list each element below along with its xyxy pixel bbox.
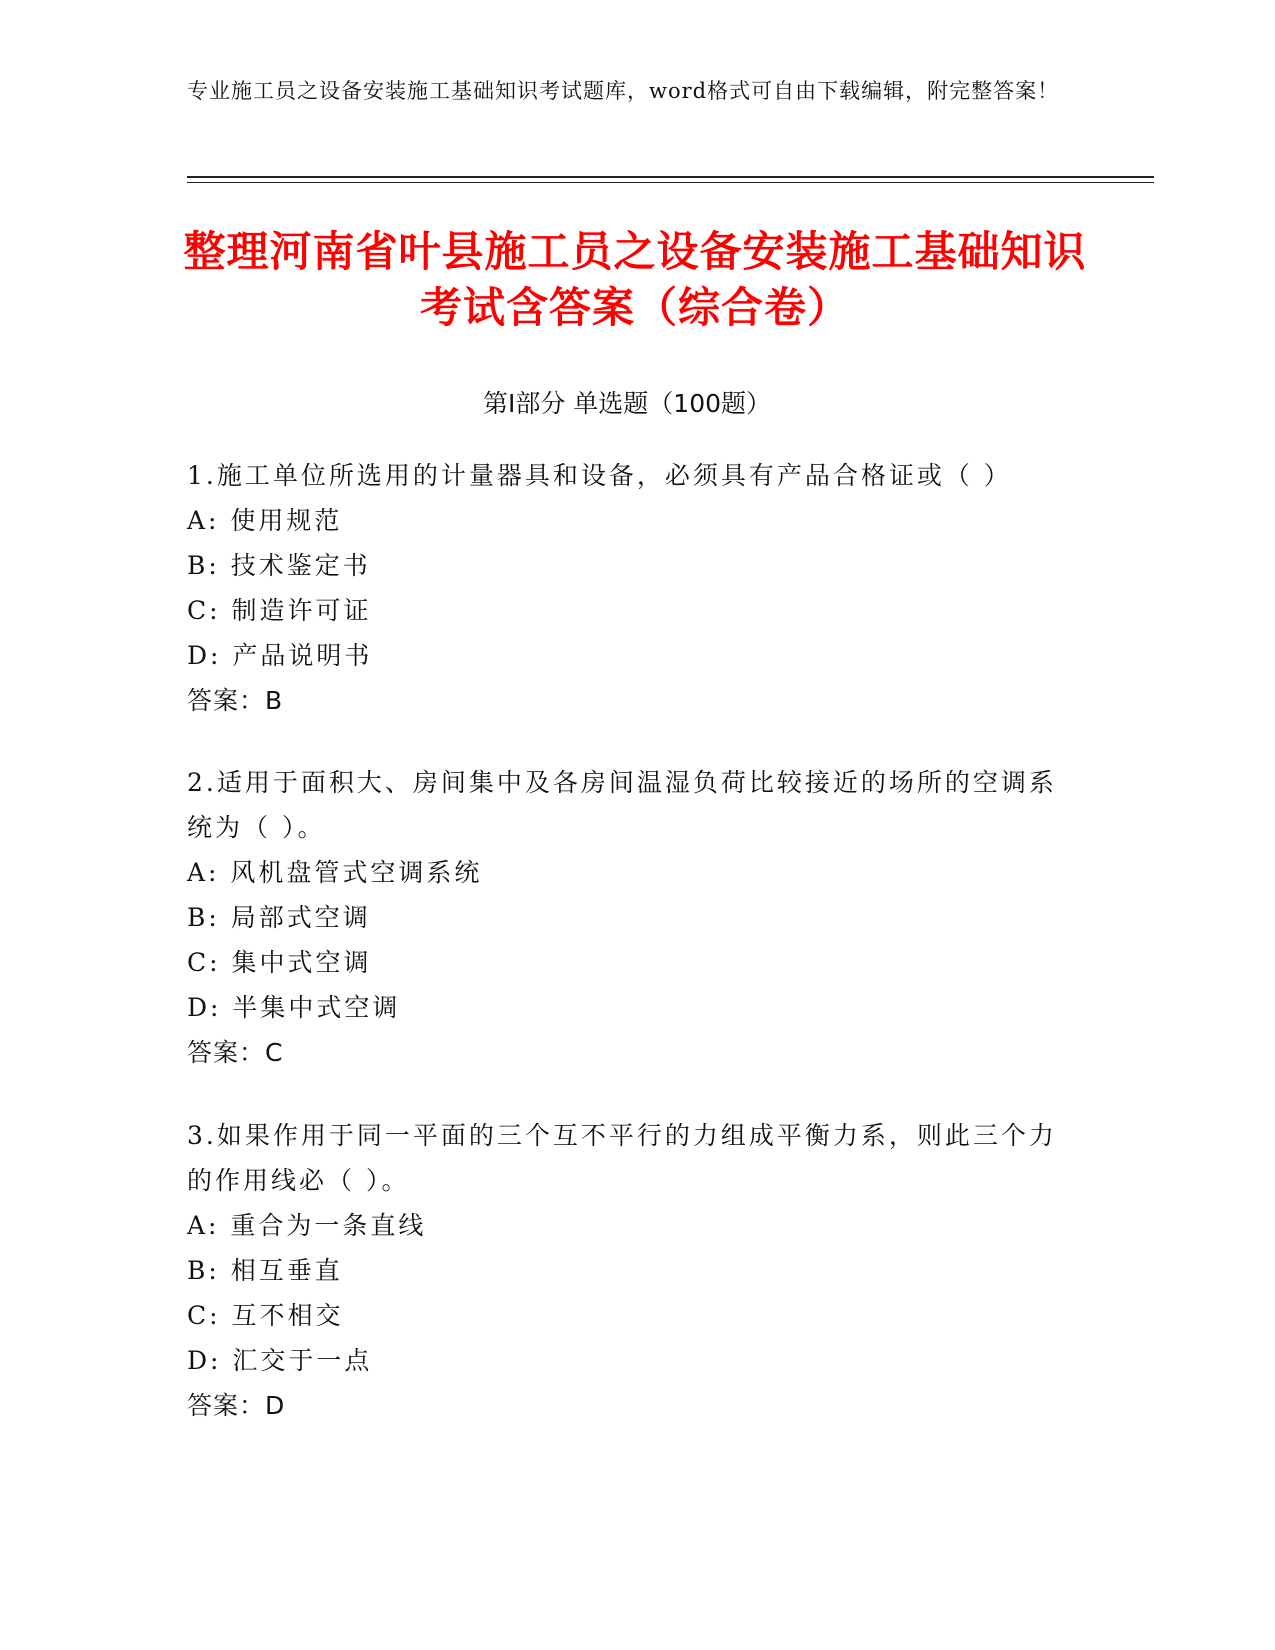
header-rule-thick [187,176,1154,178]
document-title: 整理河南省叶县施工员之设备安装施工基础知识考试含答案（综合卷） [183,227,1087,332]
option-a: A: 使用规范 [187,506,343,535]
option-d: D: 半集中式空调 [187,993,401,1022]
header-note: 专业施工员之设备安装施工基础知识考试题库，word格式可自由下载编辑，附完整答案！ [187,79,1060,103]
question-stem: 2.适用于面积大、房间集中及各房间温湿负荷比较接近的场所的空调系统为（ ）。 [187,768,1057,842]
option-a: A: 风机盘管式空调系统 [187,858,483,887]
answer-line: 答案：D [187,1391,286,1420]
option-b: B: 局部式空调 [187,903,371,932]
section-heading: 第Ⅰ部分 单选题（100题） [482,389,772,418]
option-a: A: 重合为一条直线 [187,1211,427,1240]
question-1 [187,453,1067,723]
option-c: C: 集中式空调 [187,948,372,977]
option-d: D: 产品说明书 [187,641,373,670]
question-stem: 3.如果作用于同一平面的三个互不平行的力组成平衡力系，则此三个力的作用线必（ ）。 [187,1121,1057,1195]
question-2 [187,760,1067,1075]
answer-line: 答案：B [187,686,284,715]
option-b: B: 相互垂直 [187,1256,343,1285]
option-b: B: 技术鉴定书 [187,551,371,580]
answer-line: 答案：C [187,1038,284,1067]
question-stem: 1.施工单位所选用的计量器具和设备，必须具有产品合格证或（ ） [187,461,1012,490]
header-rule-thin [187,182,1154,183]
option-c: C: 互不相交 [187,1301,344,1330]
question-3 [187,1113,1067,1428]
option-d: D: 汇交于一点 [187,1346,373,1375]
option-c: C: 制造许可证 [187,596,372,625]
